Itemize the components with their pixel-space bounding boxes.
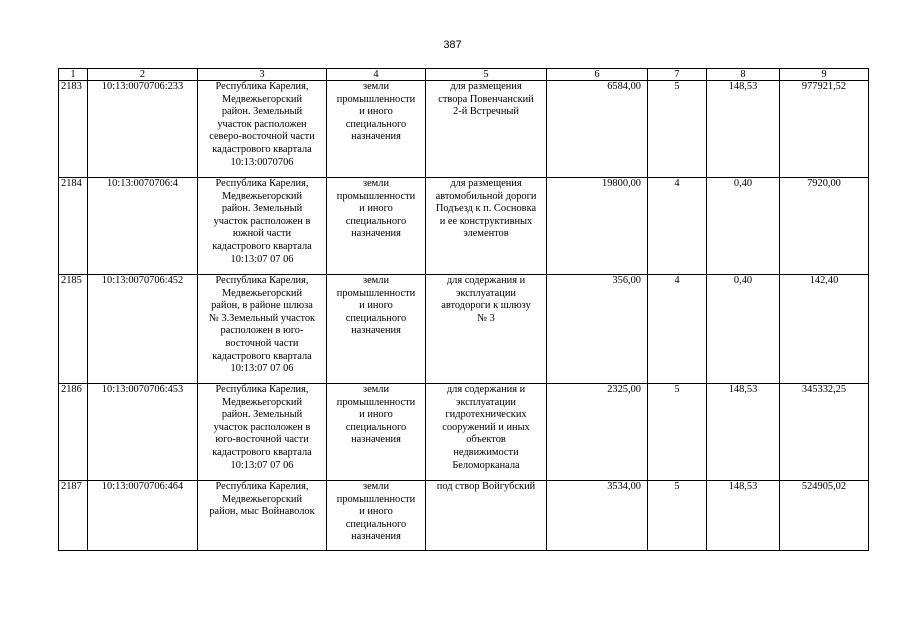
land-category-cell: земли промышленности и иного специального назначения bbox=[327, 384, 426, 481]
column-9-cell: 345332,25 bbox=[780, 384, 869, 481]
cadastral-number-cell: 10:13:0070706:233 bbox=[88, 81, 198, 178]
column-9-cell: 524905,02 bbox=[780, 481, 869, 551]
location-cell: Республика Карелия, Медвежьегорский район, мыс Войнаволок bbox=[198, 481, 327, 551]
column-header: 3 bbox=[198, 69, 327, 81]
cadastral-number-cell: 10:13:0070706:464 bbox=[88, 481, 198, 551]
table-row bbox=[59, 384, 869, 481]
table-row bbox=[59, 481, 869, 551]
column-9-cell: 7920,00 bbox=[780, 178, 869, 275]
area-cell: 2325,00 bbox=[547, 384, 648, 481]
column-header: 9 bbox=[780, 69, 869, 81]
column-8-cell: 0,40 bbox=[707, 275, 780, 384]
column-header: 5 bbox=[426, 69, 547, 81]
permitted-use-cell: для содержания и эксплуатации автодороги к шлюзу № 3 bbox=[426, 275, 547, 384]
location-cell: Республика Карелия, Медвежьегорский район. Земельный участок расположен в южной части кадастрового квартала 10:13:07 07 06 bbox=[198, 178, 327, 275]
area-cell: 6584,00 bbox=[547, 81, 648, 178]
land-category-cell: земли промышленности и иного специального назначения bbox=[327, 178, 426, 275]
land-category-cell: земли промышленности и иного специального назначения bbox=[327, 81, 426, 178]
land-category-cell: земли промышленности и иного специального назначения bbox=[327, 275, 426, 384]
column-header: 2 bbox=[88, 69, 198, 81]
permitted-use-cell: под створ Войгубский bbox=[426, 481, 547, 551]
column-7-cell: 5 bbox=[648, 81, 707, 178]
column-9-cell: 977921,52 bbox=[780, 81, 869, 178]
row-number-cell: 2184 bbox=[59, 178, 88, 275]
column-7-cell: 4 bbox=[648, 178, 707, 275]
column-header: 8 bbox=[707, 69, 780, 81]
permitted-use-cell: для размещения створа Повенчанский 2-й Встречный bbox=[426, 81, 547, 178]
cadastral-number-cell: 10:13:0070706:453 bbox=[88, 384, 198, 481]
permitted-use-cell: для содержания и эксплуатации гидротехнических сооружений и иных объектов недвижимости Беломорканала bbox=[426, 384, 547, 481]
column-7-cell: 5 bbox=[648, 384, 707, 481]
permitted-use-cell: для размещения автомобильной дороги Подъезд к п. Сосновка и ее конструктивных элементов bbox=[426, 178, 547, 275]
column-header: 4 bbox=[327, 69, 426, 81]
cadastral-number-cell: 10:13:0070706:452 bbox=[88, 275, 198, 384]
area-cell: 3534,00 bbox=[547, 481, 648, 551]
page-number: 387 bbox=[443, 39, 462, 51]
land-category-cell: земли промышленности и иного специального назначения bbox=[327, 481, 426, 551]
table-row bbox=[59, 81, 869, 178]
cadastral-number-cell: 10:13:0070706:4 bbox=[88, 178, 198, 275]
column-header: 7 bbox=[648, 69, 707, 81]
land-plots-table bbox=[58, 68, 869, 551]
column-number-header-row bbox=[59, 69, 869, 81]
row-number-cell: 2187 bbox=[59, 481, 88, 551]
column-8-cell: 148,53 bbox=[707, 481, 780, 551]
row-number-cell: 2185 bbox=[59, 275, 88, 384]
area-cell: 356,00 bbox=[547, 275, 648, 384]
column-header: 1 bbox=[59, 69, 88, 81]
column-header: 6 bbox=[547, 69, 648, 81]
row-number-cell: 2186 bbox=[59, 384, 88, 481]
row-number-cell: 2183 bbox=[59, 81, 88, 178]
location-cell: Республика Карелия, Медвежьегорский район. Земельный участок расположен в юго-восточной части кадастрового квартала 10:13:07 07 06 bbox=[198, 384, 327, 481]
area-cell: 19800,00 bbox=[547, 178, 648, 275]
column-7-cell: 4 bbox=[648, 275, 707, 384]
location-cell: Республика Карелия, Медвежьегорский район. Земельный участок расположен северо-восточной части кадастрового квартала 10:13:0070706 bbox=[198, 81, 327, 178]
table-row bbox=[59, 275, 869, 384]
table-row bbox=[59, 178, 869, 275]
column-8-cell: 148,53 bbox=[707, 81, 780, 178]
location-cell: Республика Карелия, Медвежьегорский район, в районе шлюза № 3.Земельный участок расположен в юго- восточной части кадастрового квартала 10:13:07 07 06 bbox=[198, 275, 327, 384]
column-8-cell: 0,40 bbox=[707, 178, 780, 275]
column-9-cell: 142,40 bbox=[780, 275, 869, 384]
column-7-cell: 5 bbox=[648, 481, 707, 551]
column-8-cell: 148,53 bbox=[707, 384, 780, 481]
